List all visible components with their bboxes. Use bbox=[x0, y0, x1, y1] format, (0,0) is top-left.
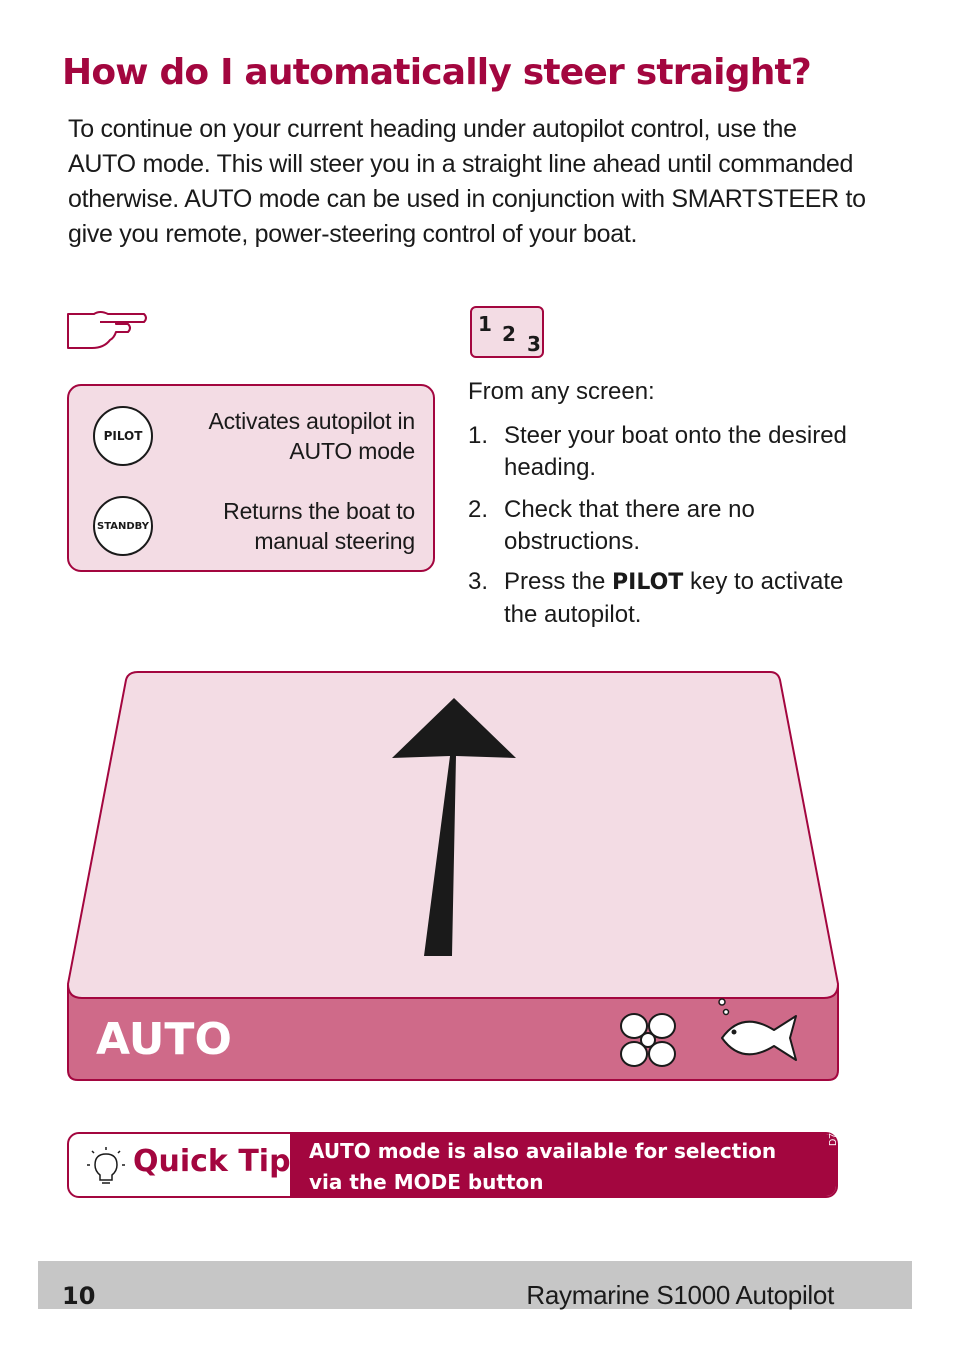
pointing-hand-icon bbox=[64, 306, 150, 352]
numbered-steps-icon bbox=[470, 306, 544, 358]
step-text-end: key to activate the autopilot. bbox=[504, 568, 844, 628]
step-number: 2. bbox=[468, 496, 489, 523]
pilot-key-button: PILOT bbox=[93, 406, 153, 466]
page-number: 10 bbox=[62, 1282, 96, 1310]
document-name: Raymarine S1000 Autopilot bbox=[526, 1280, 834, 1310]
quick-tip-text bbox=[309, 1136, 809, 1198]
lightbulb-icon bbox=[87, 1146, 125, 1186]
step-text: Steer your boat onto the desired heading. bbox=[504, 422, 847, 481]
step-text bbox=[504, 566, 864, 631]
pilot-key-description: Activates autopilot in AUTO mode bbox=[208, 408, 415, 464]
pilot-key-name: PILOT bbox=[612, 570, 684, 595]
intro-paragraph: To continue on your current heading under autopilot control, use the AUTO mode. This will steer you in a straight line ahead until commanded otherwise. AUTO mode can be used in conjunction with SMARTSTEER to give you remote, power-steering control of your boat. bbox=[68, 115, 866, 248]
quick-tip-box bbox=[67, 1132, 838, 1198]
auto-mode-label: AUTO bbox=[96, 1014, 232, 1065]
tip-text-end: button bbox=[460, 1170, 544, 1194]
standby-key-description: Returns the boat to manual steering bbox=[223, 498, 415, 554]
step-number: 3. bbox=[468, 568, 489, 595]
key-reference-panel bbox=[67, 384, 435, 572]
mode-key-name: MODE bbox=[393, 1170, 461, 1194]
procedure-intro: From any screen: bbox=[468, 378, 655, 405]
steps-digit: 3 bbox=[527, 332, 541, 356]
quick-tip-label: Quick Tip bbox=[133, 1144, 291, 1179]
tip-text-start: AUTO mode is also available for selection via the bbox=[309, 1139, 777, 1194]
steps-digit: 1 bbox=[478, 312, 492, 336]
standby-key-button: STANDBY bbox=[93, 496, 153, 556]
step-text: Check that there are no obstructions. bbox=[504, 496, 755, 555]
figure-reference-code: D7645-1 bbox=[828, 1107, 839, 1146]
step-number: 1. bbox=[468, 422, 489, 449]
steps-digit: 2 bbox=[502, 322, 516, 346]
page-title: How do I automatically steer straight? bbox=[62, 52, 812, 93]
step-text-start: Press the bbox=[504, 568, 613, 595]
